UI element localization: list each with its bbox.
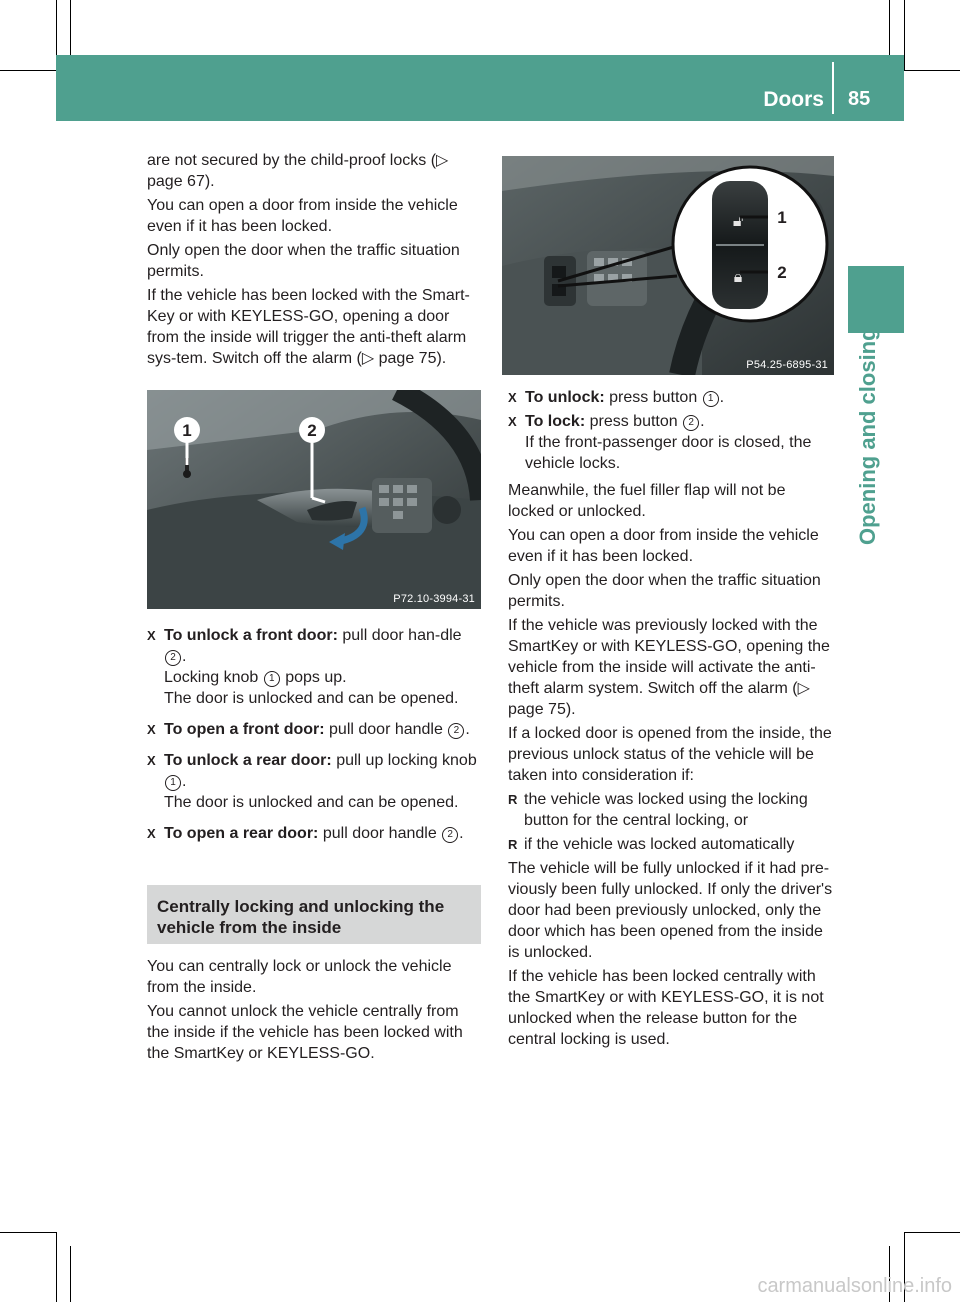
step-text: pull door handle bbox=[322, 825, 437, 842]
step-label: To lock: bbox=[525, 413, 586, 430]
paragraph: If the vehicle has been locked with the Smart-Key or with KEYLESS-GO, opening a door from the inside will trigger the anti-theft alarm sys-tem. Switch off the alarm (▷ page 75). bbox=[147, 287, 470, 367]
step-label: To unlock a front door: bbox=[164, 627, 338, 644]
paragraph: You can centrally lock or unlock the vehicle from the inside. bbox=[147, 958, 452, 996]
instruction-step bbox=[147, 750, 481, 813]
door-illustration bbox=[147, 390, 481, 609]
crop-mark bbox=[70, 0, 71, 56]
bullet-icon: R bbox=[508, 837, 518, 852]
paragraph: You can open a door from inside the vehicle even if it has been locked. bbox=[508, 527, 819, 565]
left-column-after-heading bbox=[147, 956, 481, 1067]
paragraph: If a locked door is opened from the inside, the previous unlock status of the vehicle will be taken into consideration if: bbox=[508, 725, 832, 784]
paragraph: Only open the door when the traffic situation permits. bbox=[147, 242, 460, 280]
lock-icon: 🔒︎ bbox=[733, 267, 743, 286]
step-label: To unlock: bbox=[525, 389, 605, 406]
number-badge: 1 bbox=[165, 775, 181, 791]
crop-mark bbox=[56, 1232, 57, 1302]
number-badge: 1 bbox=[264, 671, 280, 687]
crop-mark bbox=[904, 0, 905, 70]
watermark: carmanualsonline.info bbox=[757, 1275, 952, 1297]
step-end: . bbox=[459, 825, 464, 842]
section-heading bbox=[147, 885, 481, 944]
step-text: press button bbox=[589, 413, 678, 430]
list-item-text: the vehicle was locked using the locking button for the central locking, or bbox=[524, 791, 808, 829]
list-item bbox=[508, 834, 834, 855]
step-end: . bbox=[182, 773, 187, 790]
callout-1: 1 bbox=[182, 421, 192, 440]
list-item-text: if the vehicle was locked automatically bbox=[524, 836, 795, 853]
step-text: pull door handle bbox=[329, 721, 443, 738]
instruction-step bbox=[147, 823, 481, 844]
callout-1: 1 bbox=[777, 208, 787, 227]
figure-locking-buttons bbox=[502, 156, 834, 375]
crop-mark bbox=[904, 70, 960, 71]
step-text: press button bbox=[609, 389, 698, 406]
figure-door-interior bbox=[147, 390, 481, 609]
paragraph: You can open a door from inside the vehicle even if it has been locked. bbox=[147, 197, 458, 235]
paragraph: You cannot unlock the vehicle centrally from the inside if the vehicle has been locked with the SmartKey or KEYLESS-GO. bbox=[147, 1003, 463, 1062]
callout-2: 2 bbox=[307, 421, 317, 440]
step-end: . bbox=[719, 389, 725, 406]
instruction-step bbox=[147, 719, 481, 740]
step-arrow-icon: X bbox=[508, 390, 517, 405]
step-end: . bbox=[182, 648, 187, 665]
step-text: pull up locking knob bbox=[336, 752, 477, 769]
number-badge: 1 bbox=[703, 391, 719, 407]
step-text: The door is unlocked and can be opened. bbox=[164, 690, 459, 707]
step-label: To open a rear door: bbox=[164, 825, 319, 842]
step-text: pops up. bbox=[285, 669, 347, 686]
unlock-icon: 🔓︎ bbox=[732, 211, 744, 230]
step-arrow-icon: X bbox=[147, 753, 156, 768]
step-label: To unlock a rear door: bbox=[164, 752, 332, 769]
crop-mark bbox=[904, 1232, 960, 1233]
number-badge: 2 bbox=[165, 650, 181, 666]
side-tab-text: Opening and closing bbox=[855, 327, 880, 545]
side-tab bbox=[848, 266, 904, 333]
step-arrow-icon: X bbox=[147, 722, 156, 737]
paragraph: Only open the door when the traffic situation permits. bbox=[508, 572, 821, 610]
left-column-intro bbox=[147, 150, 481, 372]
number-badge: 2 bbox=[683, 415, 699, 431]
section-title: Doors bbox=[763, 88, 824, 111]
step-label: To open a front door: bbox=[164, 721, 325, 738]
crop-mark bbox=[889, 0, 890, 56]
number-badge: 2 bbox=[442, 827, 458, 843]
step-text: If the front-passenger door is closed, the vehicle locks. bbox=[525, 434, 812, 472]
step-arrow-icon: X bbox=[147, 826, 156, 841]
instruction-step bbox=[508, 411, 834, 474]
section-heading-text: Centrally locking and unlocking the vehicle from the inside bbox=[157, 897, 445, 937]
header-separator bbox=[832, 62, 834, 114]
paragraph: Meanwhile, the fuel filler flap will not be locked or unlocked. bbox=[508, 482, 786, 520]
crop-mark bbox=[0, 70, 56, 71]
right-column bbox=[508, 387, 834, 1053]
callout-2: 2 bbox=[777, 263, 787, 282]
paragraph: If the vehicle has been locked centrally with the SmartKey or with KEYLESS-GO, it is not unlocked when the release button for the central locking is used. bbox=[508, 968, 824, 1048]
crop-mark bbox=[70, 1246, 71, 1302]
step-arrow-icon: X bbox=[147, 628, 156, 643]
side-tab-label bbox=[843, 327, 880, 550]
paragraph: The vehicle will be fully unlocked if it had pre-viously been fully unlocked. If only the driver's door had been previously unlocked, only the door which has been opened from the inside is unlocked. bbox=[508, 860, 833, 961]
figure-code: P54.25-6895-31 bbox=[746, 359, 828, 371]
instruction-step bbox=[147, 625, 481, 709]
step-text: The door is unlocked and can be opened. bbox=[164, 794, 459, 811]
step-end: . bbox=[465, 721, 470, 738]
paragraph: are not secured by the child-proof locks (▷ page 67). bbox=[147, 152, 449, 190]
bullet-icon: R bbox=[508, 792, 518, 807]
step-arrow-icon: X bbox=[508, 414, 517, 429]
step-text: pull door han-dle bbox=[342, 627, 462, 644]
locking-buttons-illustration bbox=[502, 156, 834, 375]
figure-code: P72.10-3994-31 bbox=[393, 593, 475, 605]
step-end: . bbox=[700, 413, 705, 430]
crop-mark bbox=[0, 1232, 56, 1233]
left-steps bbox=[147, 625, 481, 854]
step-text: Locking knob bbox=[164, 669, 259, 686]
list-item bbox=[508, 789, 834, 831]
number-badge: 2 bbox=[448, 723, 464, 739]
paragraph: If the vehicle was previously locked with the SmartKey or with KEYLESS-GO, opening the vehicle from the inside will activate the anti-theft alarm system. Switch off the alarm (▷ page 75). bbox=[508, 617, 830, 718]
page-number: 85 bbox=[848, 88, 871, 110]
instruction-step bbox=[508, 387, 834, 408]
